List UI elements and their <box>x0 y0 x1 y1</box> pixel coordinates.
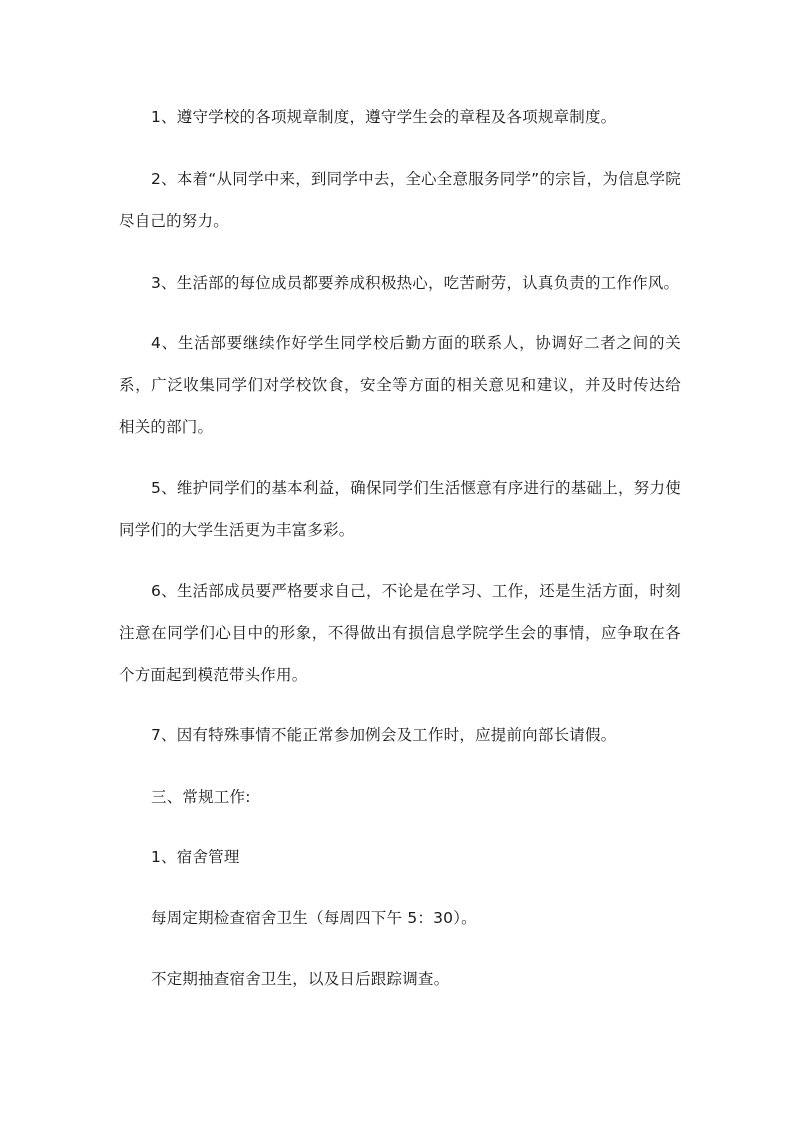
rule-1: 1、遵守学校的各项规章制度，遵守学生会的章程及各项规章制度。 <box>151 108 617 126</box>
dorm-random-check: 不定期抽查宿舍卫生，以及日后跟踪调查。 <box>151 970 450 988</box>
rule-6: 6、生活部成员要严格要求自己，不论是在学习、工作，还是生活方面，时刻注意在同学们心目中的形象，不得做出有损信息学院学生会的事情，应争取在各个方面起到模范带头作用。 <box>119 582 681 684</box>
dorm-weekly-check: 每周定期检查宿舍卫生（每周四下午 5：30）。 <box>151 909 477 927</box>
subheading-dorm-management: 1、宿舍管理 <box>151 848 240 866</box>
rule-4: 4、生活部要继续作好学生同学校后勤方面的联系人，协调好二者之间的关系，广泛收集同学们对学校饮食，安全等方面的相关意见和建议，并及时传达给相关的部门。 <box>119 334 681 436</box>
rule-7: 7、因有特殊事情不能正常参加例会及工作时，应提前向部长请假。 <box>151 726 617 744</box>
section-heading-routine-work: 三、常规工作: <box>151 788 251 806</box>
rule-2: 2、本着“从同学中来，到同学中去，全心全意服务同学”的宗旨，为信息学院尽自己的努力。 <box>119 170 681 230</box>
rule-5: 5、维护同学们的基本利益，确保同学们生活惬意有序进行的基础上，努力使同学们的大学生活更为丰富多彩。 <box>119 479 681 539</box>
rule-3: 3、生活部的每位成员都要养成积极热心，吃苦耐劳，认真负责的工作作风。 <box>151 274 680 292</box>
